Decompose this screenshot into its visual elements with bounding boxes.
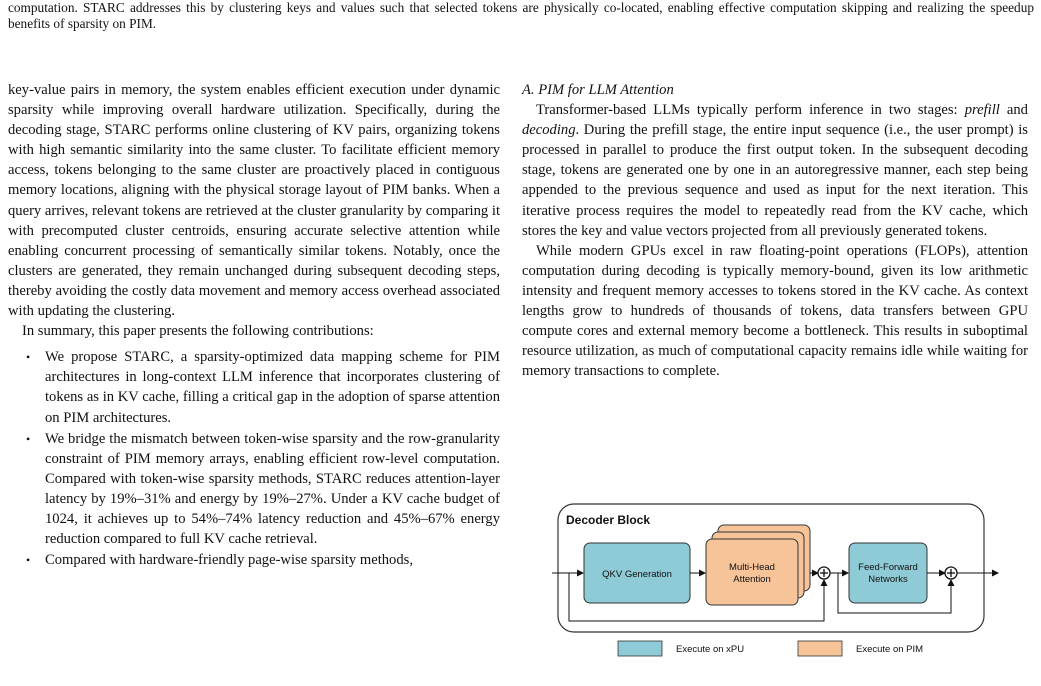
left-column <box>8 80 500 571</box>
legend-xpu-swatch <box>618 641 662 656</box>
mha-label-line2: Attention <box>733 574 771 585</box>
list-item-text: We propose STARC, a sparsity-optimized data mapping scheme for PIM architectures in long-context LLM inference that incorporates clustering of tokens as in KV cache, filling a critical gap in the adoption of sparse attention on PIM architectures. <box>45 349 500 426</box>
legend-xpu-label: Execute on xPU <box>676 644 745 655</box>
term-prefill: prefill <box>964 102 1000 119</box>
left-paragraph-1: key-value pairs in memory, the system enables efficient execution under dynamic sparsity while improving overall hardware utilization. Specifically, during the decoding stage, STARC performs online clustering of KV pairs, organizing tokens with high semantic similarity into the same cluster. To facilitate efficient memory access, tokens belonging to the same cluster are proactively placed in contiguous memory locations, aligning with the physical storage layout of PIM banks. When a query arrives, relevant tokens are retrieved at the cluster granularity by comparing it with precomputed cluster centroids, ensuring accurate selective attention while enabling concurrent processing of semantically similar tokens. Notably, once the clusters are generated, they remain unchanged during subsequent decoding steps, thereby avoiding the costly data movement and memory access overhead associated with updating the clustering. <box>8 82 500 320</box>
bullet-icon: • <box>26 553 31 568</box>
bullet-icon: • <box>26 350 31 365</box>
legend-pim-label: Execute on PIM <box>856 644 924 655</box>
bullet-icon: • <box>26 431 31 446</box>
list-item <box>8 347 500 427</box>
list-item <box>8 550 500 570</box>
text-run: and <box>999 102 1028 119</box>
figure-caption-tail <box>8 0 1034 32</box>
list-item-text: We bridge the mismatch between token-wise sparsity and the row-granularity constraint of PIM memory arrays, enabling efficient row-level computation. Compared with token-wise sparsity methods, STARC reduces attention-layer latency by 19%–31% and energy by 19%–27%. Under a KV cache budget of 1024, it achieves up to 54%–74% latency reduction and 45%–67% energy reduction compared to full KV cache retrieval. <box>45 430 500 548</box>
right-column <box>522 80 1028 381</box>
list-item <box>8 429 500 550</box>
ffn-label-line1: Feed-Forward <box>858 562 918 573</box>
term-decoding: decoding <box>522 122 576 139</box>
section-title: A. PIM for LLM Attention <box>522 82 674 98</box>
ffn-label-line2: Networks <box>868 574 908 585</box>
legend-pim-swatch <box>798 641 842 656</box>
caption-text: computation. STARC addresses this by clustering keys and values such that selected tokens are physically co-located, enabling effective computation skipping and realizing the speedup benefits of sparsity on PIM. <box>8 0 1034 31</box>
qkv-generation-label: QKV Generation <box>602 569 672 580</box>
list-item-text: Compared with hardware-friendly page-wise sparsity methods, <box>45 552 413 569</box>
text-run: . During the prefill stage, the entire input sequence (i.e., the user prompt) is processed in parallel to produce the first output token. In the subsequent decoding stage, tokens are generated one by one in an autoregressive manner, each step being appended to the previous sequence and used as input for the next iteration. This iterative process requires the model to repeatedly read from the KV cache, which stores the key and value vectors projected from all previously generated tokens. <box>522 122 1028 239</box>
text-run: Transformer-based LLMs typically perform inference in two stages: <box>536 102 965 119</box>
right-paragraph-1 <box>522 100 1028 241</box>
mha-label-line1: Multi-Head <box>729 562 775 573</box>
left-paragraph-2: In summary, this paper presents the following contributions: <box>22 323 374 340</box>
ffn-box <box>849 543 927 603</box>
contribution-list <box>8 347 500 570</box>
decoder-block-title: Decoder Block <box>566 513 651 527</box>
right-paragraph-2: While modern GPUs excel in raw floating-point operations (FLOPs), attention computation during decoding is typically memory-bound, given its low arithmetic intensity and frequent memory accesses to tokens stored in the KV cache. As context lengths grow to hundreds of thousands of tokens, data transfers between GPU compute cores and external memory become a bottleneck. This results in suboptimal resource utilization, as much of computational capacity remains idle while waiting for memory transactions to complete. <box>522 242 1028 380</box>
decoder-block-figure <box>552 500 1002 662</box>
